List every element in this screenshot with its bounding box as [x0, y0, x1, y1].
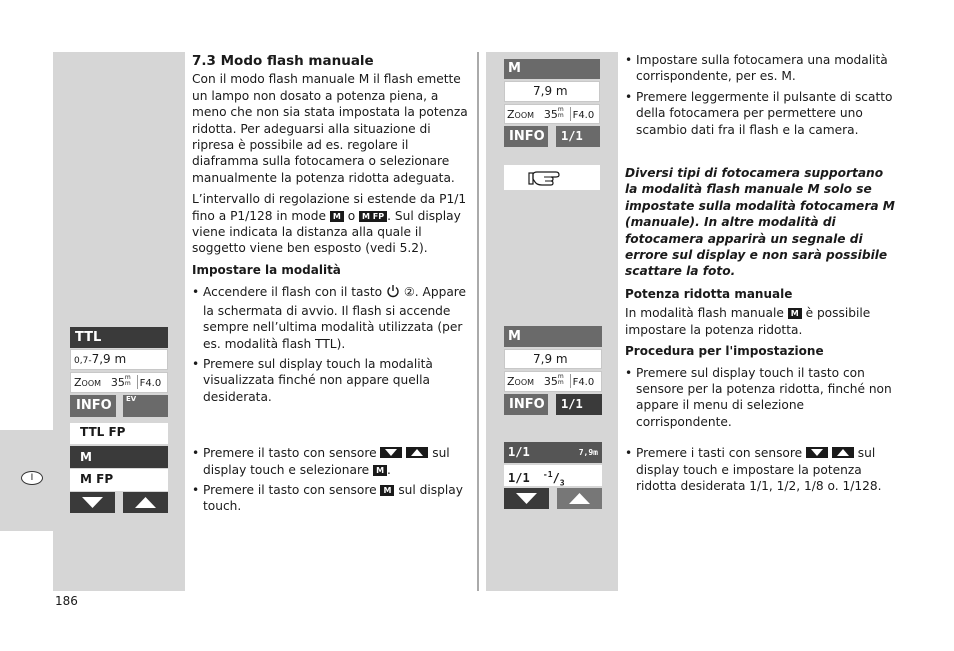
bullet-set-power [625, 445, 897, 494]
menu-item-m-label: M [80, 450, 92, 464]
column-divider [477, 52, 479, 591]
arrow-down-icon [504, 488, 549, 509]
zoom-unit-top: m [124, 374, 131, 381]
section-title: 7.3 Modo flash manuale [192, 53, 374, 69]
arrow-up-icon [557, 488, 602, 509]
display-range-small: 0,7- [74, 356, 92, 366]
display-range-value: 7,9 m [91, 352, 127, 366]
zoom-unit-top: m [557, 106, 564, 113]
right-display2-info-button[interactable] [504, 394, 548, 415]
bullet-select-m-text-a: Premere il tasto con sensore [203, 446, 377, 461]
range-text-b: o [347, 208, 356, 223]
power-fine-sup: -1 [542, 470, 553, 479]
right-display2-zoom-unit [558, 374, 564, 386]
display-up-button[interactable] [123, 492, 168, 513]
display-zoom-unit [125, 375, 131, 387]
zoom-unit-top: m [557, 373, 564, 380]
menu-item-ttl-fp[interactable] [70, 423, 168, 444]
reduced-power-paragraph [625, 305, 897, 338]
power-setting-value: 1/1 [508, 445, 530, 459]
power-setting-bar[interactable] [504, 442, 602, 463]
left-text-column [192, 53, 470, 515]
right-display2-zoom-separator [570, 374, 571, 388]
right-display-zoom-value: 35 [543, 108, 558, 121]
bullet-press-m-text-b: sul display touch. [203, 482, 463, 514]
bullet-power-on [192, 284, 470, 352]
display-zoom-value: 35 [110, 376, 125, 389]
right-display2-range-bar [504, 349, 602, 369]
display-down-button[interactable] [70, 492, 115, 513]
power-fine-slash: / [552, 471, 560, 485]
language-tab-label: I [30, 473, 34, 483]
mode-menu [70, 423, 168, 491]
right-display2-mode-bar[interactable] [504, 326, 602, 347]
right-display-mode-bar[interactable] [504, 59, 600, 79]
right-display-aperture: F4.0 [572, 110, 595, 121]
right-display2-zoom-label: Zoom [507, 375, 535, 388]
range-text-a: L’intervallo di regolazione si estende da P1/1 fino a P1/128 in mode [192, 192, 467, 223]
right-display2-mode-label: M [508, 329, 521, 344]
bullet-press-reduced-power: • Premere sul display touch il tasto con sensore per la potenza ridotta, finché non appare il menu di selezione corrispondente. [625, 365, 897, 431]
power-fine-den: 3 [559, 478, 565, 488]
display-ev-button[interactable] [123, 395, 168, 417]
range-text-c: . Sul display viene indicata la distanza alla quale il soggetto viene ben esposto (vedi 5.2). [192, 208, 461, 256]
right-display-range-value: 7,9 m [533, 84, 568, 98]
bullet-press-mode: • Premere sul display touch la modalità visualizzata finché non appare quella desiderata. [192, 356, 470, 405]
menu-item-ttl-fp-label: TTL FP [80, 425, 126, 439]
bullet-set-power-text-a: Premere i tasti con sensore [636, 446, 803, 461]
mode-m-badge-2: M [373, 465, 387, 476]
display-range-bar [70, 349, 168, 370]
page-number: 186 [55, 594, 78, 608]
bullet-press-m-text-a: Premere il tasto con sensore [203, 482, 377, 497]
arrow-up-key-icon [832, 447, 854, 458]
display-zoom-bar [70, 372, 168, 393]
bullet-select-m-text-b: sul display touch e selezionare [203, 446, 450, 477]
arrow-down-key-icon [380, 447, 402, 458]
bullet-power-on-text-a: Accendere il flash con il tasto [203, 285, 383, 300]
right-display2-power-button[interactable] [556, 394, 602, 415]
right-display2-up-button[interactable] [557, 488, 602, 509]
menu-item-m[interactable] [70, 446, 168, 468]
right-display-power-label: 1/1 [561, 129, 583, 143]
bullet-select-m [192, 445, 470, 478]
right-display2-zoom-bar [504, 371, 602, 392]
power-fine-bar[interactable] [504, 465, 602, 486]
circled-two-icon: ② [403, 285, 415, 300]
display-aperture: F4.0 [139, 378, 162, 389]
bullet-set-camera: • Impostare sulla fotocamera una modalità corrispondente, per es. M. [625, 52, 897, 85]
arrow-up-icon [123, 492, 168, 513]
power-fine-value: 1/1 [508, 471, 530, 485]
menu-item-mfp-label: M FP [80, 472, 114, 486]
arrow-down-icon [70, 492, 115, 513]
bullet-press-m [192, 482, 470, 515]
right-display-range-bar [504, 81, 600, 102]
note-paragraph: Diversi tipi di fotocamera supportano la modalità flash manuale M solo se impostate sulla modalità fotocamera M (manuale). In altre modalità di fotocamera apparirà un segnale di errore sul display e non sarà possibile scattare la foto. [625, 166, 895, 279]
right-display2-zoom-value: 35 [543, 375, 558, 388]
language-tab-oval [21, 471, 43, 485]
right-display-zoom-label: Zoom [507, 108, 535, 121]
subhead-set-mode: Impostare la modalità [192, 262, 341, 277]
bullet-power-on-text-b: . Appare la schermata di avvio. Il flash si accende sempre nell’ultima modalità utilizzata (per es. modalità flash TTL). [203, 285, 467, 351]
right-display-info-button[interactable] [504, 126, 548, 147]
display-mode-bar-ttl[interactable] [70, 327, 168, 348]
power-setting-distance: 7,9m [578, 448, 598, 457]
mode-m-badge-4: M [788, 308, 802, 319]
right-display-zoom-bar [504, 104, 600, 124]
zoom-unit-bottom: m [557, 112, 564, 119]
right-display2-range-value: 7,9 m [533, 352, 568, 366]
right-display-mode-label: M [508, 61, 521, 76]
display-info-label: INFO [76, 398, 112, 413]
mode-m-badge: M [330, 211, 344, 222]
right-display2-aperture: F4.0 [572, 377, 595, 388]
display-zoom-label: Zoom [74, 376, 102, 389]
right-display-power-button[interactable] [556, 126, 600, 147]
right-display-zoom-unit [558, 107, 564, 119]
right-display-zoom-separator [570, 107, 571, 121]
mode-mfp-badge: M FP [359, 211, 387, 222]
right-text-column [625, 52, 897, 494]
bullet-select-m-text-c: . [387, 462, 391, 477]
display-info-button[interactable] [70, 395, 116, 417]
right-display-info-label: INFO [509, 129, 545, 144]
arrow-up-key-icon [406, 447, 428, 458]
bullet-set-power-text-b: sul display touch e impostare la potenza ridotta desiderata 1/1, 1/2, 1/8 o. 1/128. [636, 446, 882, 493]
range-paragraph [192, 191, 470, 257]
display-ev-label: EV [126, 395, 137, 403]
reduced-power-text-a: In modalità flash manuale [625, 306, 784, 321]
bullet-half-press: • Premere leggermente il pulsante di scatto della fotocamera per permettere uno scambio dati fra il flash e la camera. [625, 89, 897, 138]
display-zoom-separator [137, 375, 138, 389]
right-display2-power-label: 1/1 [561, 397, 583, 411]
zoom-unit-bottom: m [124, 380, 131, 387]
pointing-hand-icon [504, 165, 600, 190]
power-icon [386, 284, 400, 302]
display-mode-label: TTL [75, 330, 102, 345]
menu-item-mfp[interactable] [70, 469, 168, 491]
note-hand-icon-box [504, 165, 600, 190]
intro-paragraph: Con il modo flash manuale M il flash emette un lampo non dosato a potenza piena, a meno che non sia stata impostata la potenza ridotta. Per adeguarsi alla situazione di ripresa è possibile ad es. regolare il diaframma sulla fotocamera o selezionare manualmente la potenza ridotta adeguata. [192, 72, 468, 185]
subhead-reduced-power: Potenza ridotta manuale [625, 286, 793, 301]
right-display2-info-label: INFO [509, 397, 545, 412]
subhead-procedure: Procedura per l'impostazione [625, 344, 824, 359]
arrow-down-key-icon [806, 447, 828, 458]
right-display2-down-button[interactable] [504, 488, 549, 509]
zoom-unit-bottom: m [557, 379, 564, 386]
mode-m-badge-3: M [380, 485, 394, 496]
reduced-power-text-b: è possibile impostare la potenza ridotta. [625, 306, 871, 337]
